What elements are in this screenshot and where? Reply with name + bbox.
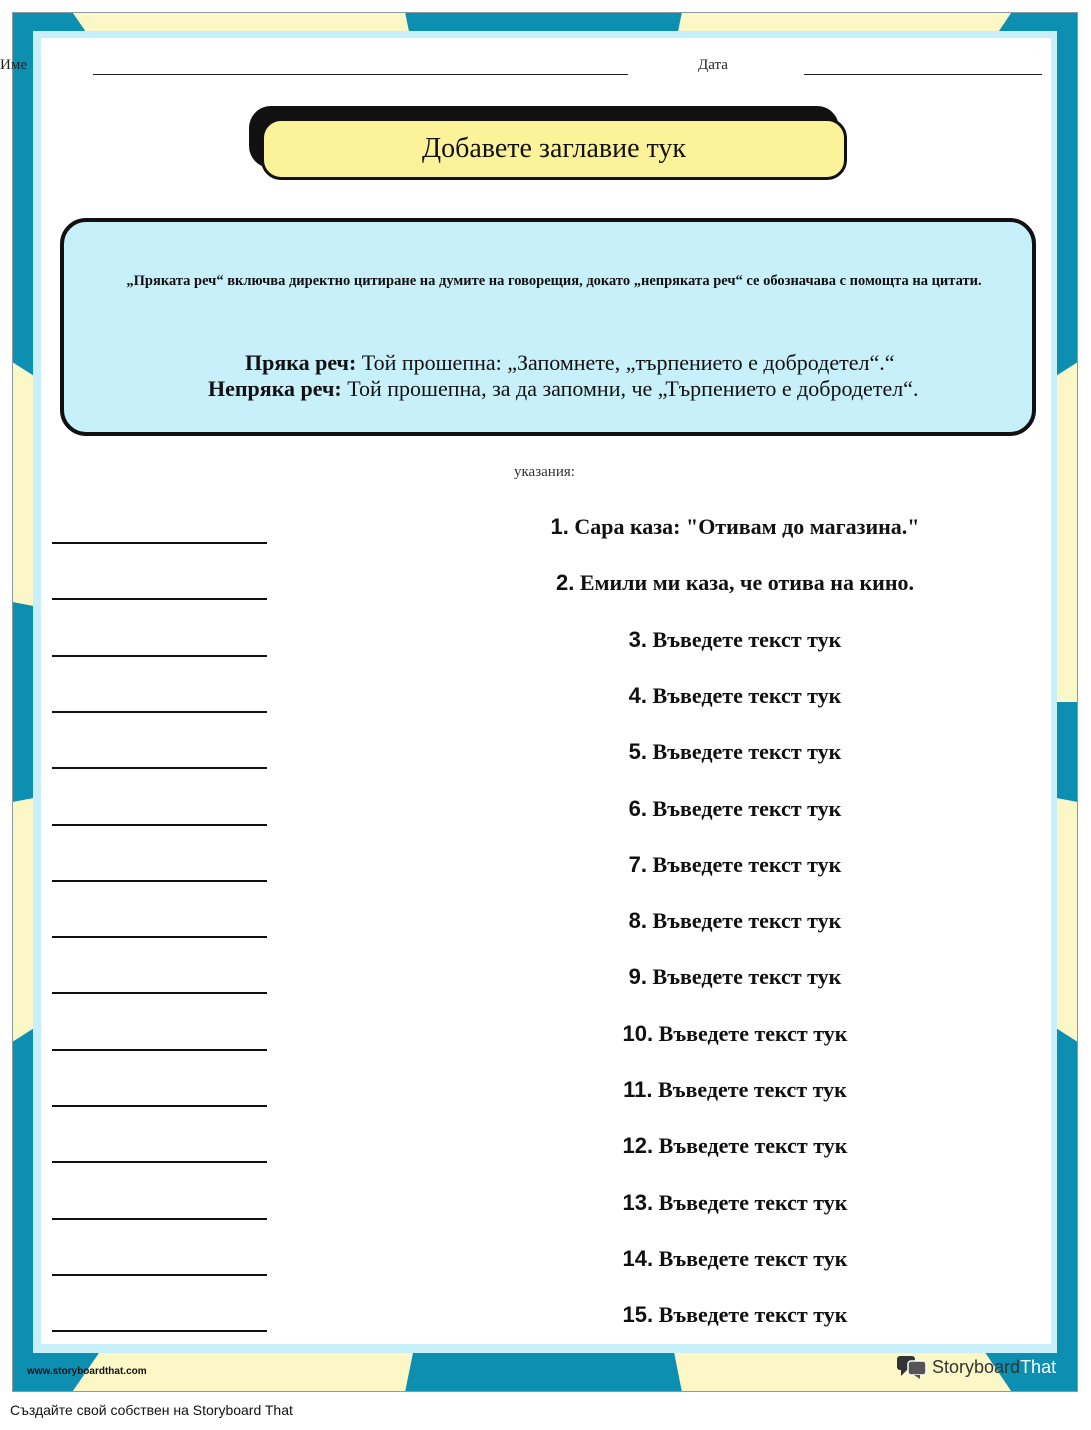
speech-bubbles-icon (896, 1354, 928, 1380)
sentence-item[interactable] (442, 1302, 1028, 1328)
answer-line[interactable] (52, 992, 267, 994)
name-label: Име (0, 57, 27, 73)
sentence-text: Въведете текст тук (652, 1077, 847, 1102)
sentence-number: 2. (555, 570, 575, 596)
sentence-item[interactable] (442, 739, 1028, 765)
sentence-number: 7. (628, 851, 648, 877)
direct-indirect-info-box (60, 218, 1036, 436)
sentence-number: 11. (623, 1077, 653, 1102)
sentence-text: Въведете текст тук (653, 1189, 848, 1215)
answer-line[interactable] (52, 711, 267, 713)
sentence-text: Въведете текст тук (647, 795, 842, 821)
direct-speech-example (245, 350, 895, 376)
sentence-number: 15. (622, 1302, 654, 1328)
answer-line[interactable] (52, 598, 267, 600)
sentence-number: 12. (622, 1133, 654, 1159)
brand-storyboard: Storyboard (932, 1356, 1021, 1377)
sentence-item[interactable] (442, 908, 1028, 934)
instructions-label: указания: (514, 464, 575, 480)
brand-name (932, 1357, 1056, 1378)
sentence-item[interactable] (442, 683, 1028, 709)
direct-speech-text: Той прошепна: „Запомнете, „търпението е добродетел“.“ (356, 350, 895, 375)
sentence-text: Въведете текст тук (647, 964, 842, 990)
sentence-text: Емили ми каза, че отива на кино. (574, 570, 914, 596)
sentence-item[interactable] (442, 627, 1028, 653)
brand-that: That (1020, 1356, 1057, 1377)
answer-line[interactable] (52, 1161, 267, 1163)
answer-line[interactable] (52, 1218, 267, 1220)
answer-line[interactable] (52, 880, 267, 882)
answer-line[interactable] (52, 767, 267, 769)
sentence-item[interactable] (442, 964, 1028, 990)
answer-line[interactable] (52, 1105, 267, 1107)
sentence-number: 6. (628, 795, 648, 821)
sentence-text: Въведете текст тук (653, 1302, 848, 1328)
name-line[interactable] (93, 74, 628, 75)
sentence-item[interactable] (442, 852, 1028, 878)
sentence-number: 1. (550, 514, 569, 539)
sentence-number: 4. (628, 682, 648, 708)
sentence-text: Сара каза: "Отивам до магазина." (568, 514, 920, 539)
answer-line[interactable] (52, 1274, 267, 1276)
sentence-text: Въведете текст тук (647, 739, 842, 765)
sentence-text: Въведете текст тук (653, 1245, 848, 1271)
worksheet-title[interactable]: Добавете заглавие тук (261, 118, 847, 180)
sentence-item[interactable] (442, 1021, 1028, 1047)
answer-line[interactable] (52, 936, 267, 938)
direct-speech-label: Пряка реч: (245, 350, 357, 375)
storyboardthat-logo[interactable] (896, 1352, 1056, 1382)
sentence-item[interactable] (442, 514, 1028, 540)
answer-line[interactable] (52, 1330, 267, 1332)
sentence-number: 3. (628, 626, 648, 652)
sentence-number: 13. (622, 1189, 654, 1215)
sentence-number: 9. (628, 964, 648, 990)
sentence-number: 14. (622, 1245, 654, 1271)
sentence-number: 10. (622, 1020, 654, 1046)
sentence-item[interactable] (442, 796, 1028, 822)
sentence-item[interactable] (442, 1190, 1028, 1216)
answer-line[interactable] (52, 655, 267, 657)
sentence-text: Въведете текст тук (647, 682, 842, 708)
site-url[interactable]: www.storyboardthat.com (27, 1366, 147, 1377)
sentence-item[interactable] (442, 570, 1028, 596)
sentence-item[interactable] (442, 1246, 1028, 1272)
sentence-text: Въведете текст тук (647, 851, 842, 877)
info-description: „Пряката реч“ включва директно цитиране на думите на говорещия, докато „непряката реч“ се обозначава с помощта на цитати. (126, 273, 982, 289)
answer-line[interactable] (52, 542, 267, 544)
sentence-item[interactable] (442, 1133, 1028, 1159)
sentence-number: 5. (628, 739, 648, 765)
sentence-text: Въведете текст тук (653, 1020, 848, 1046)
answer-line[interactable] (52, 1049, 267, 1051)
indirect-speech-text: Той прошепна, за да запомни, че „Търпението е добродетел“. (341, 376, 919, 401)
date-label: Дата (698, 57, 728, 73)
create-your-own-link[interactable]: Създайте свой собствен на Storyboard That (10, 1402, 293, 1418)
sentence-text: Въведете текст тук (653, 1133, 848, 1159)
sentence-text: Въведете текст тук (647, 626, 842, 652)
indirect-speech-example (208, 376, 918, 402)
sentence-item[interactable] (442, 1077, 1028, 1103)
answer-line[interactable] (52, 824, 267, 826)
indirect-speech-label: Непряка реч: (208, 376, 342, 401)
date-line[interactable] (804, 74, 1042, 75)
sentence-number: 8. (628, 908, 648, 934)
sentence-text: Въведете текст тук (647, 908, 842, 934)
